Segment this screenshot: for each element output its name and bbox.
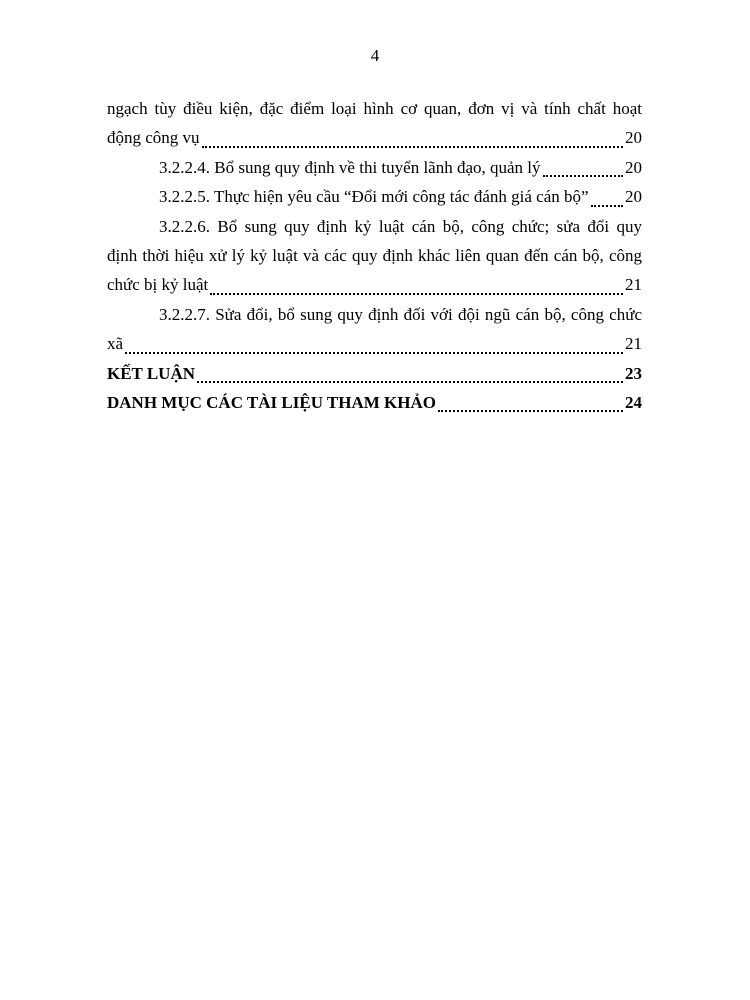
toc-entry-3-2-2-3-line1: ngạch tùy điều kiện, đặc điểm loại hình cơ quan, đơn vị và tính chất hoạt bbox=[107, 99, 642, 118]
toc-entry-3-2-2-7-line2 bbox=[107, 329, 642, 358]
toc-page-number: 21 bbox=[625, 275, 642, 295]
toc-page-number: 23 bbox=[625, 363, 642, 383]
toc-entry-ket-luan bbox=[107, 359, 642, 388]
toc-entry-3-2-2-6-line3 bbox=[107, 270, 642, 299]
toc-entry-tai-lieu-tham-khao bbox=[107, 388, 642, 417]
toc-entry-text: KẾT LUẬN bbox=[107, 363, 196, 383]
toc-entry-text: xã bbox=[107, 334, 124, 354]
toc-page-number: 20 bbox=[625, 187, 642, 207]
toc-entry-text: 3.2.2.4. Bổ sung quy định về thi tuyển lãnh đạo, quản lý bbox=[159, 157, 541, 177]
toc-entry-text: 3.2.2.5. Thực hiện yêu cầu “Đổi mới công tác đánh giá cán bộ” bbox=[159, 187, 589, 207]
toc-page-number: 20 bbox=[625, 128, 642, 148]
toc-entry-3-2-2-3-line2 bbox=[107, 123, 642, 152]
toc-entry-3-2-2-4 bbox=[107, 153, 642, 182]
toc-entry-3-2-2-5 bbox=[107, 182, 642, 211]
toc-entry-3-2-2-6-line2: định thời hiệu xử lý kỷ luật và các quy định khác liên quan đến cán bộ, công bbox=[107, 245, 642, 265]
toc-entry-3-2-2-6-line1: 3.2.2.6. Bổ sung quy định kỷ luật cán bộ, công chức; sửa đổi quy bbox=[159, 216, 642, 236]
dot-leader bbox=[210, 292, 623, 295]
dot-leader bbox=[591, 204, 623, 207]
toc-page-number: 20 bbox=[625, 157, 642, 177]
dot-leader bbox=[202, 145, 623, 148]
toc-entry-3-2-2-7-line1: 3.2.2.7. Sửa đổi, bổ sung quy định đối với đội ngũ cán bộ, công chức bbox=[159, 304, 642, 324]
toc-entry-text: động công vụ bbox=[107, 128, 200, 148]
page-number: 4 bbox=[370, 46, 380, 65]
dot-leader bbox=[197, 380, 623, 383]
table-of-contents bbox=[107, 94, 642, 417]
dot-leader bbox=[543, 174, 623, 177]
dot-leader bbox=[438, 409, 623, 412]
toc-entry-text: chức bị kỷ luật bbox=[107, 275, 209, 295]
toc-page-number: 21 bbox=[625, 334, 642, 354]
toc-entry-text: DANH MỤC CÁC TÀI LIỆU THAM KHẢO bbox=[107, 392, 437, 412]
toc-page-number: 24 bbox=[625, 392, 642, 412]
dot-leader bbox=[125, 351, 623, 354]
